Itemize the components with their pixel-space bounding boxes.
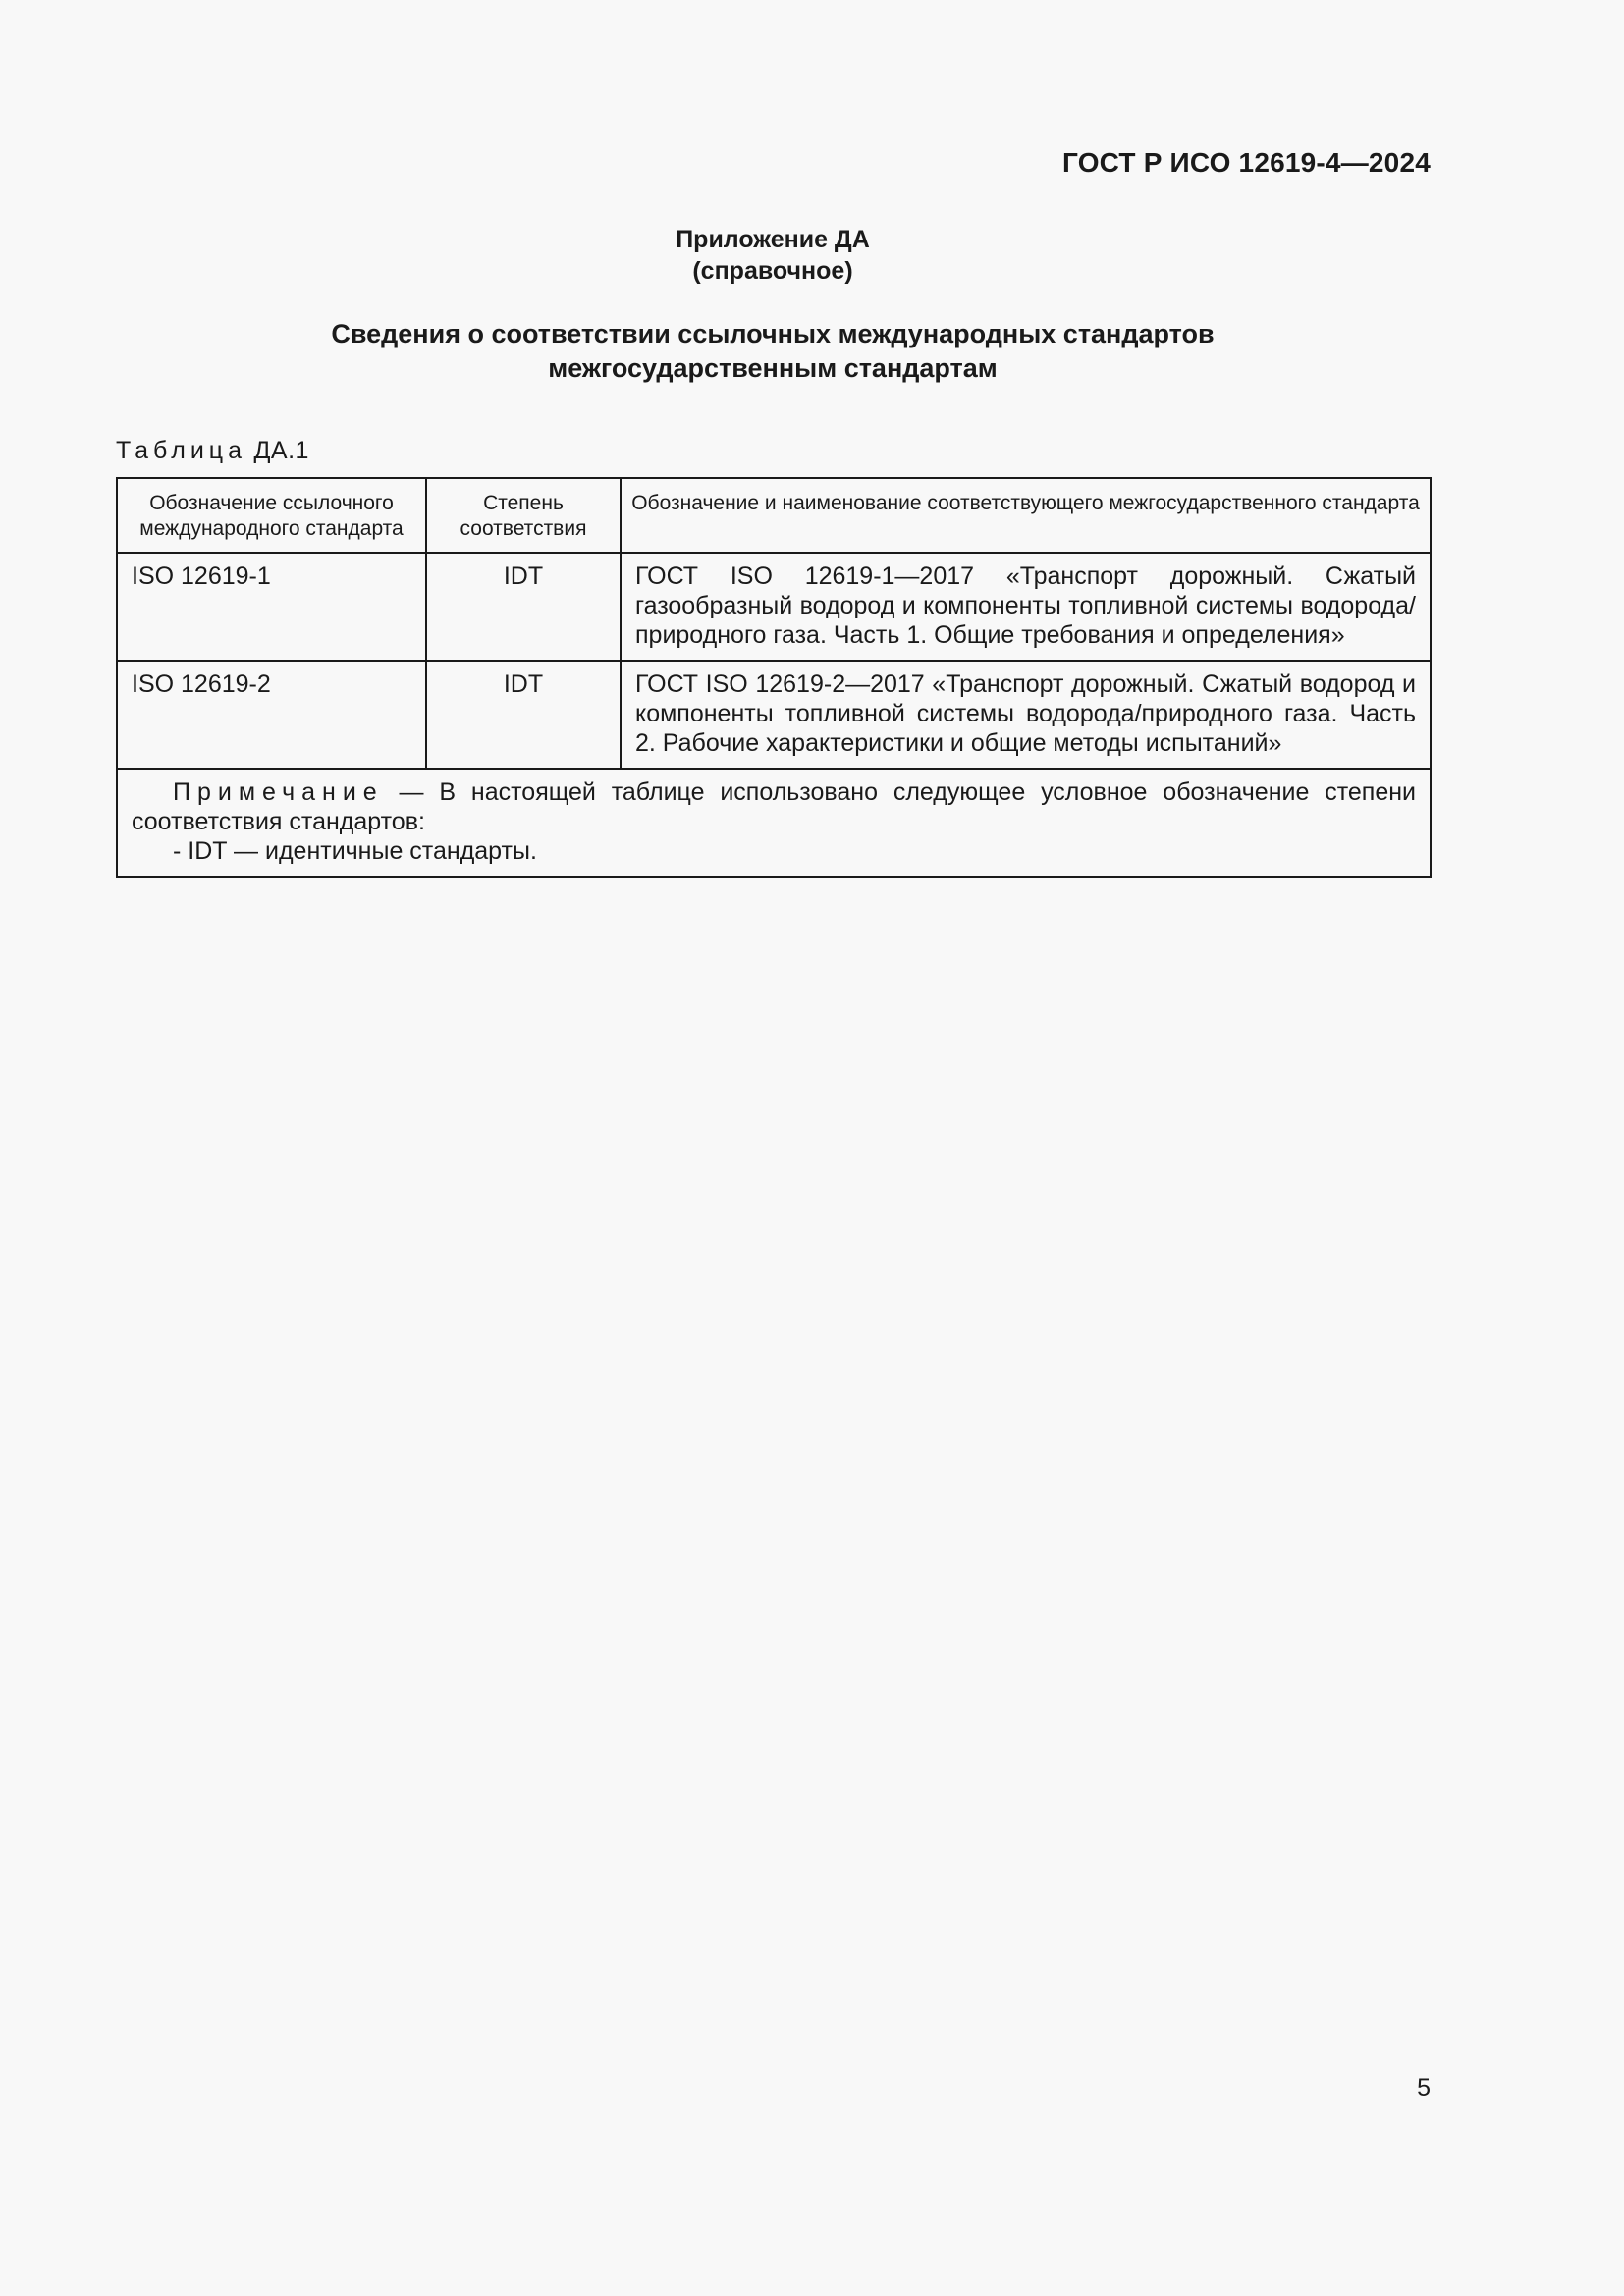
cell-reference: ISO 12619-2 [117,661,426,769]
note-label: Примечание [173,778,384,806]
cell-degree: IDT [426,553,621,661]
note-text: — В настоящей таблице использовано следующее условное обозначение степени соответствия стандартов: [132,778,1416,835]
annex-title: Приложение ДА [676,226,870,253]
column-header-national: Обозначение и наименование соответствующего межгосударственного стандарта [621,478,1431,553]
correspondence-table [116,477,1432,878]
cell-reference: ISO 12619-1 [117,553,426,661]
table-caption-word: Таблица [116,437,247,464]
cell-degree: IDT [426,661,621,769]
table-row [117,661,1431,769]
column-header-reference: Обозначение ссылочного международного стандарта [117,478,426,553]
page-number: 5 [1417,2074,1431,2102]
annex-heading [0,224,1545,287]
table-row [117,553,1431,661]
section-title [0,317,1545,386]
table-header-row [117,478,1431,553]
table-caption-number: ДА.1 [253,437,309,464]
note-item: - IDT — идентичные стандарты. [173,837,537,865]
section-title-line1: Сведения о соответствии ссылочных международных стандартов [331,319,1215,348]
cell-national: ГОСТ ISO 12619-1—2017 «Транспорт дорожный. Сжатый газообразный водород и компоненты топливной системы водорода/природного газа. Часть 1. Общие требования и определения» [621,553,1431,661]
table-note-row [117,769,1431,877]
table-caption [116,437,309,465]
document-header: ГОСТ Р ИСО 12619-4—2024 [1062,147,1431,178]
cell-national: ГОСТ ISO 12619-2—2017 «Транспорт дорожный. Сжатый водород и компоненты топливной системы водорода/природного газа. Часть 2. Рабочие характеристики и общие методы испытаний» [621,661,1431,769]
section-title-line2: межгосударственным стандартам [548,353,998,383]
table-note [117,769,1431,877]
note-paragraph [132,777,1416,836]
column-header-degree: Степень соответствия [426,478,621,553]
annex-type: (справочное) [692,257,853,285]
